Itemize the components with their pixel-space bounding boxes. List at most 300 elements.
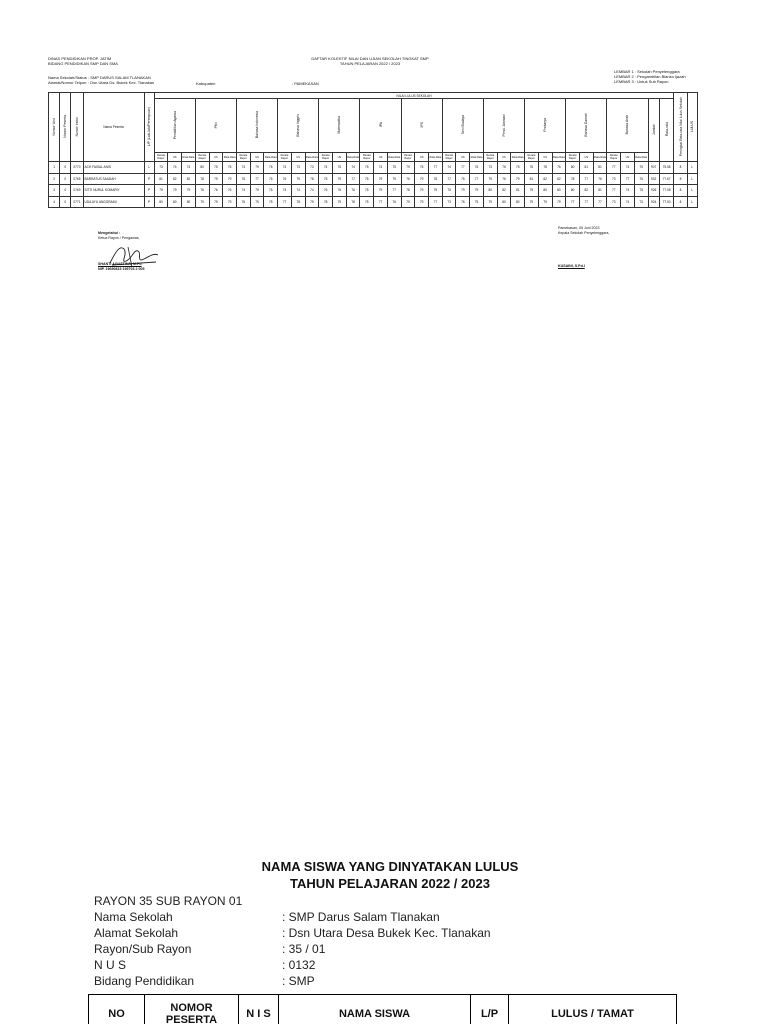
cell-peserta: 0 <box>60 196 71 208</box>
agency-line: BIDANG PENDIDIKAN SMP DAN SMA <box>48 61 118 66</box>
sub-header: Rata-Rata <box>264 153 278 162</box>
col-header-peserta: NOMOR PESERTA <box>145 995 239 1024</box>
cell-score: 81 <box>593 162 607 174</box>
cell-score: 79 <box>223 173 237 185</box>
subject-header <box>319 99 360 153</box>
col-header-peserta <box>60 93 71 162</box>
cell-score: 78 <box>291 196 305 208</box>
sub-header: US <box>538 153 552 162</box>
cell-nis: 0771 <box>71 196 83 208</box>
subject-header-text: Seni Budaya <box>460 115 465 135</box>
cell-score: 82 <box>538 173 552 185</box>
cell-score: 75 <box>264 196 278 208</box>
cell-score: 79 <box>415 196 429 208</box>
cell-score: 74 <box>168 162 182 174</box>
cell-nis: 0770 <box>71 162 83 174</box>
cell-lp: P <box>144 173 154 185</box>
sub-header: Rata-Rata <box>305 153 319 162</box>
cell-score: 76 <box>497 162 511 174</box>
sub-header: US <box>333 153 347 162</box>
sub-header: Rata-Rata <box>429 153 443 162</box>
cell-score: 77 <box>607 162 621 174</box>
subject-header <box>401 99 442 153</box>
sub-header: Rerata Rapor <box>236 153 250 162</box>
cell-lp: L <box>144 162 154 174</box>
cell-score: 79 <box>525 185 539 197</box>
info-value: : Dsn Utara Desa Bukek Kec. Tlanakan <box>282 926 491 940</box>
cell-score: 77 <box>278 196 292 208</box>
report-title-line: DAFTAR KOLEKTIF NILAI DAN UJIAN SEKOLAH TINGKAT SMP <box>311 56 429 61</box>
cell-score: 81 <box>154 173 168 185</box>
cell-lp: P <box>144 196 154 208</box>
cell-score: 75 <box>360 162 374 174</box>
cell-score: 78 <box>429 173 443 185</box>
col-header-peserta-text: Nomor Peserta <box>63 115 68 138</box>
cell-score: 76 <box>525 162 539 174</box>
col-header-nis <box>71 93 83 162</box>
cell-score: 76 <box>319 185 333 197</box>
cell-score: 75 <box>634 173 648 185</box>
cell-score: 80 <box>483 185 497 197</box>
col-header-no-text: Nomor Urut <box>52 117 57 136</box>
cell-score: 80 <box>497 196 511 208</box>
cell-score: 73 <box>291 162 305 174</box>
cell-score: 80 <box>511 196 525 208</box>
info-value: : SMP DARUS SALAM TLANAKAN <box>88 75 151 80</box>
cell-lulus: L <box>687 173 697 185</box>
subject-header-text: PKn <box>213 121 218 129</box>
cell-score: 76 <box>236 196 250 208</box>
sub-header: US <box>621 153 635 162</box>
rayon-line: RAYON 35 SUB RAYON 01 <box>94 894 243 908</box>
report-title <box>300 56 440 66</box>
cell-lulus: L <box>687 162 697 174</box>
cell-no: 1 <box>49 162 60 174</box>
sub-header: US <box>250 153 264 162</box>
subject-header <box>236 99 277 153</box>
cell-score: 79 <box>525 196 539 208</box>
cell-score: 78 <box>538 162 552 174</box>
info-label: Nama Sekolah <box>94 910 173 924</box>
subject-header-text: IPA <box>378 122 383 128</box>
cell-score: 75 <box>236 173 250 185</box>
info-label: N U S <box>94 958 127 972</box>
col-header-rata-text: Rata-rata <box>664 122 669 137</box>
sig-left-nip: NIP. 19690819 199703 2 005 <box>98 266 145 271</box>
cell-score: 76 <box>346 185 360 197</box>
cell-score: 79 <box>511 173 525 185</box>
cell-score: 76 <box>209 185 223 197</box>
cell-score: 81 <box>579 162 593 174</box>
cell-no: 2 <box>49 173 60 185</box>
cell-score: 82 <box>552 173 566 185</box>
cell-score: 80 <box>566 185 580 197</box>
col-header-jumlah-text: Jumlah <box>651 124 656 135</box>
cell-score: 79 <box>415 173 429 185</box>
subject-header-text: IPS <box>419 122 424 128</box>
cell-score: 80 <box>195 162 209 174</box>
cell-score: 74 <box>621 162 635 174</box>
cell-jumlah: 924 <box>648 196 659 208</box>
subject-header <box>483 99 524 153</box>
col-header-nis: N I S <box>239 995 279 1024</box>
cell-score: 73 <box>634 196 648 208</box>
cell-score: 77 <box>470 173 484 185</box>
table-row <box>49 196 698 208</box>
copy-line: LEMBAR 3 : Untuk Sub Rayon <box>614 79 669 84</box>
info-label: Alamat Sekolah <box>94 926 179 940</box>
cell-score: 77 <box>593 196 607 208</box>
col-header-nis-text: Nomor Induk <box>74 116 79 137</box>
cell-score: 73 <box>154 162 168 174</box>
cell-score: 76 <box>593 173 607 185</box>
graduation-table-header <box>89 995 677 1024</box>
info-row <box>94 957 491 973</box>
cell-peringkat: 8 <box>674 162 687 174</box>
info-row <box>94 973 491 989</box>
info-row <box>94 941 491 957</box>
cell-score: 79 <box>209 196 223 208</box>
graduation-title-line: NAMA SISWA YANG DINYATAKAN LULUS <box>261 859 519 874</box>
cell-score: 74 <box>236 162 250 174</box>
col-header-lp-text: L/P (Laki-laki/Perempuan) <box>147 106 152 147</box>
cell-jumlah: 926 <box>648 185 659 197</box>
cell-score: 76 <box>278 173 292 185</box>
cell-score: 75 <box>333 162 347 174</box>
sig-left-line2: Ketua Rayon / Pengawas, <box>98 235 140 240</box>
subject-header-text: Prakarya <box>543 118 548 132</box>
cell-score: 79 <box>552 196 566 208</box>
col-header-peringkat <box>674 93 687 162</box>
handwritten-signature <box>106 241 166 271</box>
col-header-group: NILAI LULUS SEKOLAH <box>154 93 674 99</box>
cell-score: 75 <box>319 173 333 185</box>
cell-score: 76 <box>470 162 484 174</box>
sub-header: Rata-Rata <box>511 153 525 162</box>
cell-no: 3 <box>49 185 60 197</box>
cell-score: 79 <box>415 185 429 197</box>
cell-score: 76 <box>264 162 278 174</box>
subject-header-text: Bahasa Indonesia <box>255 111 260 139</box>
cell-nis: 0765 <box>71 173 83 185</box>
subject-header <box>566 99 607 153</box>
cell-score: 80 <box>168 196 182 208</box>
grades-table <box>48 92 698 208</box>
cell-jumlah: 932 <box>648 173 659 185</box>
col-header-lulus: LULUS / TAMAT <box>509 995 677 1024</box>
cell-score: 76 <box>387 196 401 208</box>
cell-score: 73 <box>607 196 621 208</box>
cell-rata: 77.08 <box>659 185 674 197</box>
cell-peserta: 0 <box>60 173 71 185</box>
sub-header: Rata-Rata <box>223 153 237 162</box>
cell-score: 77 <box>621 173 635 185</box>
cell-score: 81 <box>511 185 525 197</box>
cell-score: 78 <box>195 173 209 185</box>
sub-header: US <box>168 153 182 162</box>
cell-score: 79 <box>387 173 401 185</box>
sub-header: Rerata Rapor <box>607 153 621 162</box>
cell-peringkat: 8 <box>674 196 687 208</box>
cell-score: 79 <box>429 185 443 197</box>
cell-score: 79 <box>333 173 347 185</box>
info-value: : 0132 <box>282 958 316 972</box>
cell-score: 76 <box>401 173 415 185</box>
cell-score: 73 <box>305 162 319 174</box>
sig-right-line2: Kepala Sekolah Penyelenggara, <box>558 230 610 235</box>
cell-score: 77 <box>250 173 264 185</box>
graduation-title-line: TAHUN PELAJARAN 2022 / 2023 <box>290 876 490 891</box>
cell-score: 78 <box>319 196 333 208</box>
info-value: : SMP <box>282 974 315 988</box>
cell-score: 76 <box>497 173 511 185</box>
cell-score: 79 <box>223 196 237 208</box>
sub-header: Rerata Rapor <box>401 153 415 162</box>
cell-score: 75 <box>360 185 374 197</box>
col-header-lp <box>144 93 154 162</box>
sub-header: Rata-Rata <box>593 153 607 162</box>
cell-score: 78 <box>566 173 580 185</box>
cell-peserta: 0 <box>60 185 71 197</box>
cell-lulus: L <box>687 185 697 197</box>
cell-score: 74 <box>182 162 196 174</box>
cell-score: 75 <box>470 196 484 208</box>
cell-score: 74 <box>278 185 292 197</box>
cell-score: 74 <box>319 162 333 174</box>
col-header-peringkat-text: Peringkat Rata-rata Nilai Lulus Sekolah <box>678 96 683 157</box>
cell-score: 82 <box>579 185 593 197</box>
subject-header <box>442 99 483 153</box>
info-label: Rayon/Sub Rayon <box>94 942 192 956</box>
cell-score: 74 <box>278 162 292 174</box>
cell-score: 79 <box>250 162 264 174</box>
info-label: Alamat/Nomor Telpon <box>48 80 87 85</box>
cell-score: 81 <box>525 173 539 185</box>
subject-header <box>195 99 236 153</box>
cell-score: 76 <box>223 162 237 174</box>
table-row <box>49 162 698 174</box>
cell-score: 77 <box>429 196 443 208</box>
cell-score: 76 <box>456 173 470 185</box>
sub-header: US <box>579 153 593 162</box>
sub-header: Rerata Rapor <box>360 153 374 162</box>
table-row <box>49 185 698 197</box>
cell-score: 77 <box>374 196 388 208</box>
table-row <box>49 173 698 185</box>
copy-line: LEMBAR 2 : Pengambilan Blanko Ijazah <box>614 74 686 79</box>
info-row <box>94 909 491 925</box>
sub-header: Rata-Rata <box>634 153 648 162</box>
cell-score: 79 <box>209 173 223 185</box>
cell-score: 79 <box>470 185 484 197</box>
sub-header: US <box>415 153 429 162</box>
info-label: Bidang Pendidikan <box>94 974 195 988</box>
cell-score: 79 <box>250 185 264 197</box>
cell-score: 78 <box>360 173 374 185</box>
cell-score: 75 <box>442 185 456 197</box>
sub-header: Rerata Rapor <box>442 153 456 162</box>
cell-score: 79 <box>195 196 209 208</box>
cell-score: 79 <box>401 162 415 174</box>
cell-lp: P <box>144 185 154 197</box>
cell-score: 76 <box>333 185 347 197</box>
sub-header: US <box>456 153 470 162</box>
subject-header <box>278 99 319 153</box>
cell-score: 74 <box>621 185 635 197</box>
cell-rata: 77.67 <box>659 173 674 185</box>
cell-score: 79 <box>154 185 168 197</box>
col-header-nama: NAMA SISWA <box>279 995 471 1024</box>
cell-score: 82 <box>168 173 182 185</box>
cell-nama: UDA AYU ANGGRAINI <box>83 196 144 208</box>
sub-header: Rata-Rata <box>552 153 566 162</box>
subject-header-text: Bahasa Inggris <box>296 113 301 137</box>
sub-header: US <box>209 153 223 162</box>
subject-header-text: Pendidikan Agama <box>172 110 177 140</box>
cell-score: 74 <box>346 162 360 174</box>
kabupaten-value: : PAMEKASAN <box>292 81 319 86</box>
info-label: Nama Sekolah/Status <box>48 75 87 80</box>
cell-no: 4 <box>49 196 60 208</box>
sub-header: Rerata Rapor <box>278 153 292 162</box>
sig-right-name: KUSAINI, S.Pd.I <box>558 264 585 269</box>
school-info <box>48 75 198 85</box>
cell-score: 80 <box>154 196 168 208</box>
subject-header <box>607 99 648 153</box>
cell-score: 79 <box>483 173 497 185</box>
agency-line: DINAS PENDIDIKAN PROP. JATIM <box>48 56 112 61</box>
subject-header <box>360 99 401 153</box>
cell-score: 77 <box>579 196 593 208</box>
cell-score: 80 <box>538 185 552 197</box>
graduation-table <box>88 994 677 1024</box>
cell-jumlah: 907 <box>648 162 659 174</box>
cell-score: 80 <box>182 196 196 208</box>
sub-header: Rata-Rata <box>470 153 484 162</box>
cell-score: 80 <box>552 185 566 197</box>
col-header-lp: L/P <box>471 995 509 1024</box>
col-header-no: NO <box>89 995 145 1024</box>
cell-score: 73 <box>442 196 456 208</box>
sub-header: Rata-Rata <box>182 153 196 162</box>
col-header-rata <box>659 99 674 162</box>
cell-score: 77 <box>607 185 621 197</box>
cell-score: 80 <box>566 162 580 174</box>
report-title-line: TAHUN PELAJARAN 2022 / 2023 <box>339 61 401 66</box>
copy-distribution <box>614 69 686 84</box>
cell-nama: BARRATUS SAADAH <box>83 173 144 185</box>
cell-score: 76 <box>264 173 278 185</box>
sub-header: Rerata Rapor <box>154 153 168 162</box>
sub-header: Rerata Rapor <box>195 153 209 162</box>
sub-header: Rerata Rapor <box>319 153 333 162</box>
cell-score: 78 <box>305 173 319 185</box>
cell-score: 77 <box>387 185 401 197</box>
sig-right-line1: Pamekasan, 05 Juni 2023 <box>558 226 600 230</box>
cell-score: 79 <box>305 196 319 208</box>
cell-nama: ACH FAISAL ANIS <box>83 162 144 174</box>
sub-header: US <box>374 153 388 162</box>
info-value: : 35 / 01 <box>282 942 326 956</box>
cell-score: 79 <box>483 196 497 208</box>
cell-peserta: 0 <box>60 162 71 174</box>
cell-score: 79 <box>374 173 388 185</box>
col-header-lulus <box>687 93 697 162</box>
graduation-school-info <box>94 893 491 989</box>
sub-header: Rerata Rapor <box>483 153 497 162</box>
cell-score: 75 <box>511 162 525 174</box>
cell-rata: 77.00 <box>659 196 674 208</box>
cell-score: 75 <box>387 162 401 174</box>
cell-nis: 0769 <box>71 185 83 197</box>
subject-header <box>154 99 195 153</box>
cell-score: 79 <box>333 196 347 208</box>
cell-score: 79 <box>374 185 388 197</box>
sub-header: Rata-Rata <box>387 153 401 162</box>
cell-score: 74 <box>621 196 635 208</box>
cell-peringkat: 8 <box>674 185 687 197</box>
cell-score: 82 <box>497 185 511 197</box>
cell-score: 79 <box>456 185 470 197</box>
cell-score: 77 <box>429 162 443 174</box>
cell-score: 77 <box>566 196 580 208</box>
cell-lulus: L <box>687 196 697 208</box>
copy-line: LEMBAR 1 : Sekolah Penyelenggara <box>614 69 680 74</box>
school-info-row <box>48 80 198 85</box>
cell-score: 74 <box>305 185 319 197</box>
cell-score: 81 <box>593 185 607 197</box>
col-header-nama: Nama Peserta <box>83 93 144 162</box>
cell-score: 76 <box>223 185 237 197</box>
col-header-jumlah <box>648 99 659 162</box>
sub-header: Rerata Rapor <box>566 153 580 162</box>
cell-score: 79 <box>250 196 264 208</box>
cell-score: 77 <box>579 173 593 185</box>
cell-score: 79 <box>182 185 196 197</box>
subject-header <box>525 99 566 153</box>
subject-header-text: Pend. Jasmani <box>502 113 506 137</box>
cell-score: 79 <box>538 196 552 208</box>
subject-header-text: Matematika <box>337 116 342 134</box>
cell-score: 73 <box>483 162 497 174</box>
cell-score: 75 <box>209 162 223 174</box>
info-value: : SMP Darus Salam Tlanakan <box>282 910 440 924</box>
sub-header: Rata-Rata <box>346 153 360 162</box>
cell-score: 76 <box>195 185 209 197</box>
cell-score: 75 <box>634 185 648 197</box>
cell-score: 77 <box>456 162 470 174</box>
kabupaten-label: Kabupaten <box>196 81 216 86</box>
cell-score: 76 <box>456 196 470 208</box>
cell-score: 75 <box>360 196 374 208</box>
cell-nama: SITTI NURUL KOMARIY <box>83 185 144 197</box>
cell-score: 74 <box>374 162 388 174</box>
col-header-no <box>49 93 60 162</box>
cell-score: 76 <box>552 162 566 174</box>
cell-score: 77 <box>346 173 360 185</box>
cell-score: 76 <box>264 185 278 197</box>
cell-score: 79 <box>291 173 305 185</box>
cell-peringkat: 8 <box>674 173 687 185</box>
cell-score: 78 <box>346 196 360 208</box>
cell-score: 78 <box>401 185 415 197</box>
cell-score: 79 <box>401 196 415 208</box>
subject-header-text: Bahasa Daerah <box>584 113 589 137</box>
cell-score: 82 <box>182 173 196 185</box>
cell-score: 75 <box>634 162 648 174</box>
cell-score: 79 <box>168 185 182 197</box>
cell-score: 76 <box>415 162 429 174</box>
